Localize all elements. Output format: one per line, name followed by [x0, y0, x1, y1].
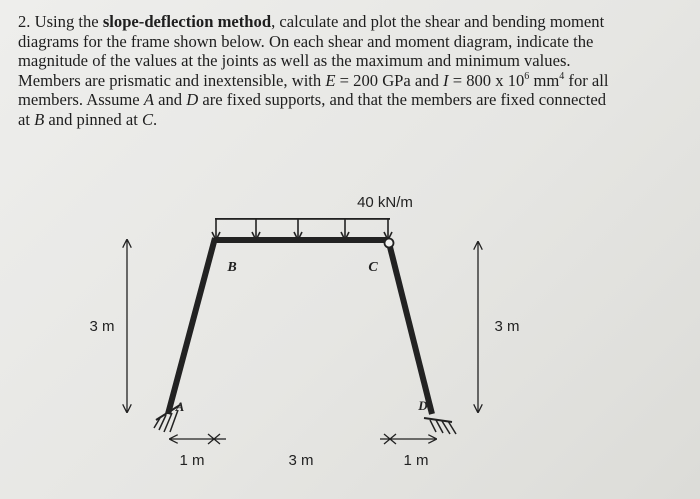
- symbol-C: C: [141, 109, 154, 129]
- symbol-I: I: [443, 70, 449, 90]
- text-fragment: are fixed supports, and that the members are fixed connected: [198, 90, 606, 110]
- joint-label-A: A: [175, 399, 185, 414]
- distributed-load: [212, 194, 413, 240]
- symbol-D: D: [186, 90, 199, 110]
- column-AB: [168, 238, 215, 414]
- joint-label-D: D: [418, 398, 428, 413]
- height-dimension-left: [89, 240, 127, 412]
- symbol-E: E: [325, 70, 336, 90]
- height-dimension-right: [478, 242, 520, 412]
- text-fragment: .: [153, 109, 158, 129]
- joint-label-C: C: [368, 260, 378, 275]
- load-top-line: [215, 218, 390, 220]
- text-fragment: and pinned at: [44, 109, 142, 129]
- dim-label-left: 1 m: [179, 452, 205, 469]
- text-fragment: at: [18, 109, 35, 129]
- method-name: slope-deflection method: [102, 12, 272, 31]
- text-fragment: members. Assume: [18, 90, 144, 110]
- joint-label-B: B: [227, 260, 237, 275]
- text-fragment: Members are prismatic and inextensible, with: [18, 70, 326, 90]
- horizontal-dimensions: [170, 434, 436, 469]
- problem-number: 2.: [18, 12, 31, 31]
- text-fragment: Using the: [34, 12, 103, 31]
- exponent-4: 4: [559, 70, 565, 82]
- text-fragment: , calculate and plot the shear and bending moment: [271, 12, 605, 31]
- text-fragment: = 800 x 10: [448, 70, 525, 90]
- symbol-A: A: [143, 90, 154, 110]
- load-label: 40 kN/m: [357, 194, 413, 211]
- column-CD: [389, 243, 432, 414]
- text-fragment: and: [153, 90, 187, 110]
- text-fragment: for all: [564, 70, 609, 90]
- pin-C-icon: [385, 239, 394, 248]
- problem-line-2: diagrams for the frame shown below. On each shear and moment diagram, indicate the: [18, 31, 594, 51]
- symbol-B: B: [34, 109, 45, 129]
- text-fragment: = 200 GPa and: [335, 70, 444, 90]
- dim-label-right: 1 m: [403, 452, 429, 469]
- fixed-support-D-icon: [424, 418, 456, 434]
- problem-line-3: magnitude of the values at the joints as well as the maximum and minimum values.: [18, 51, 571, 71]
- frame-members: [168, 238, 432, 414]
- height-label-right: 3 m: [494, 318, 520, 335]
- height-label-left: 3 m: [89, 318, 115, 335]
- exponent-6: 6: [524, 70, 530, 82]
- dim-label-middle: 3 m: [288, 452, 314, 469]
- text-fragment: mm: [529, 70, 560, 90]
